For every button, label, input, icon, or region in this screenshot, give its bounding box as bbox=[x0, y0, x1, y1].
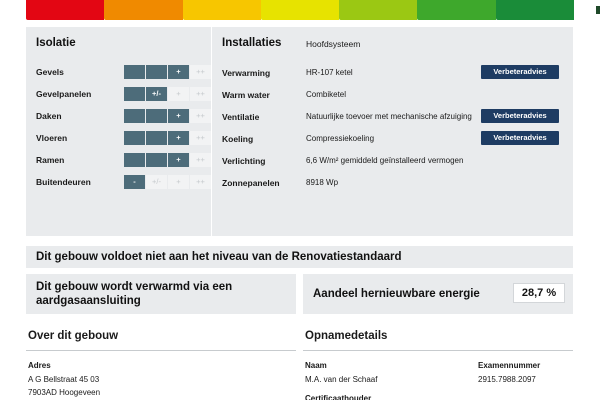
installatie-value: Compressiekoeling bbox=[306, 134, 375, 143]
examennummer-value: 2915.7988.2097 bbox=[478, 375, 536, 384]
installatie-row bbox=[222, 109, 567, 125]
aardgas-banner: Dit gebouw wordt verwarmd via een aardgasaansluiting bbox=[26, 274, 296, 314]
isolatie-rating-cell: + bbox=[168, 131, 189, 145]
isolatie-row-label: Gevelpanelen bbox=[36, 89, 92, 99]
installatie-value: 8918 Wp bbox=[306, 178, 339, 187]
over-gebouw-title: Over dit gebouw bbox=[28, 330, 119, 342]
verbeteradvies-button[interactable]: Verbeteradvies bbox=[481, 109, 559, 123]
current-label-indicator bbox=[596, 6, 600, 14]
installatie-label: Koeling bbox=[222, 134, 254, 144]
installatie-row bbox=[222, 153, 567, 169]
installatie-label: Verlichting bbox=[222, 156, 266, 166]
isolatie-rating-bar bbox=[124, 153, 211, 167]
isolatie-rating-cell: +/- bbox=[146, 87, 167, 101]
isolatie-rating-cell: + bbox=[168, 65, 189, 79]
isolatie-rating-cell bbox=[124, 109, 145, 123]
isolatie-rating-cell bbox=[146, 131, 167, 145]
isolatie-rating-cell: +/- bbox=[146, 175, 167, 189]
isolatie-rating-cell bbox=[124, 87, 145, 101]
isolatie-row-label: Vloeren bbox=[36, 133, 68, 143]
adres-label: Adres bbox=[28, 361, 51, 370]
naam-value: M.A. van der Schaaf bbox=[305, 375, 378, 384]
isolatie-rating-cell: ++ bbox=[190, 153, 211, 167]
isolatie-rating-cell bbox=[146, 65, 167, 79]
installatie-row bbox=[222, 87, 567, 103]
isolatie-rating-bar bbox=[124, 65, 211, 79]
isolatie-rating-bar bbox=[124, 87, 211, 101]
energy-label-a bbox=[496, 0, 574, 20]
installaties-subtitle: Hoofdsysteem bbox=[306, 39, 361, 49]
isolatie-row-label: Gevels bbox=[36, 67, 64, 77]
hernieuwbare-energie-banner bbox=[303, 274, 573, 314]
isolatie-rating-cell bbox=[146, 153, 167, 167]
isolatie-row-label: Ramen bbox=[36, 155, 65, 165]
certificaathouder-label: Certificaathouder bbox=[305, 394, 372, 400]
installatie-value: HR-107 ketel bbox=[306, 68, 353, 77]
isolatie-row bbox=[36, 131, 206, 147]
isolatie-rating-cell: + bbox=[168, 109, 189, 123]
isolatie-rating-cell bbox=[124, 131, 145, 145]
installatie-value: 6,6 W/m² gemiddeld geïnstalleerd vermogen bbox=[306, 156, 464, 165]
installatie-label: Verwarming bbox=[222, 68, 271, 78]
installatie-label: Ventilatie bbox=[222, 112, 260, 122]
naam-label: Naam bbox=[305, 361, 327, 370]
installatie-row bbox=[222, 175, 567, 191]
renovatiestandaard-banner: Dit gebouw voldoet niet aan het niveau van de Renovatiestandaard bbox=[26, 246, 573, 268]
isolatie-rating-bar bbox=[124, 175, 211, 189]
installatie-label: Warm water bbox=[222, 90, 270, 100]
verbeteradvies-button[interactable]: Verbeteradvies bbox=[481, 65, 559, 79]
opnamedetails-title: Opnamedetails bbox=[305, 330, 388, 342]
isolatie-rating-cell bbox=[146, 109, 167, 123]
isolatie-rating-cell: - bbox=[124, 175, 145, 189]
isolatie-row bbox=[36, 87, 206, 103]
isolatie-row bbox=[36, 109, 206, 125]
isolatie-row bbox=[36, 65, 206, 81]
isolatie-rating-bar bbox=[124, 109, 211, 123]
isolatie-rating-cell: ++ bbox=[190, 109, 211, 123]
isolatie-rating-cell: ++ bbox=[190, 65, 211, 79]
hernieuwbare-energie-value: 28,7 % bbox=[513, 283, 565, 303]
adres-line-2: 7903AD Hoogeveen bbox=[28, 388, 101, 397]
hernieuwbare-energie-label: Aandeel hernieuwbare energie bbox=[313, 288, 480, 300]
isolatie-row-label: Daken bbox=[36, 111, 62, 121]
isolatie-rating-cell: ++ bbox=[190, 131, 211, 145]
energy-label-c bbox=[339, 0, 417, 20]
energy-label-b bbox=[417, 0, 495, 20]
over-gebouw-divider bbox=[26, 350, 296, 351]
installatie-value: Combiketel bbox=[306, 90, 347, 99]
installatie-row bbox=[222, 65, 567, 81]
isolatie-rating-cell: + bbox=[168, 153, 189, 167]
isolatie-rating-cell: ++ bbox=[190, 175, 211, 189]
isolatie-rating-bar bbox=[124, 131, 211, 145]
installaties-title: Installaties bbox=[222, 37, 282, 49]
installatie-label: Zonnepanelen bbox=[222, 178, 280, 188]
energy-label-d bbox=[261, 0, 339, 20]
isolatie-rating-cell: + bbox=[168, 87, 189, 101]
isolatie-row bbox=[36, 175, 206, 191]
isolatie-row bbox=[36, 153, 206, 169]
isolatie-row-label: Buitendeuren bbox=[36, 177, 91, 187]
examennummer-label: Examennummer bbox=[478, 361, 541, 370]
isolatie-panel bbox=[26, 27, 211, 236]
isolatie-rating-cell bbox=[124, 65, 145, 79]
energy-label-e bbox=[183, 0, 261, 20]
isolatie-title: Isolatie bbox=[36, 37, 76, 49]
installaties-panel bbox=[212, 27, 573, 236]
isolatie-rating-cell bbox=[124, 153, 145, 167]
installatie-value: Natuurlijke toevoer met mechanische afzuiging bbox=[306, 112, 472, 121]
energy-label-strip bbox=[26, 0, 574, 20]
adres-line-1: A G Bellstraat 45 03 bbox=[28, 375, 100, 384]
isolatie-rating-cell: + bbox=[168, 175, 189, 189]
installatie-row bbox=[222, 131, 567, 147]
energy-label-f bbox=[104, 0, 182, 20]
isolatie-rating-cell: ++ bbox=[190, 87, 211, 101]
energy-label-g bbox=[26, 0, 104, 20]
opnamedetails-divider bbox=[303, 350, 573, 351]
verbeteradvies-button[interactable]: Verbeteradvies bbox=[481, 131, 559, 145]
